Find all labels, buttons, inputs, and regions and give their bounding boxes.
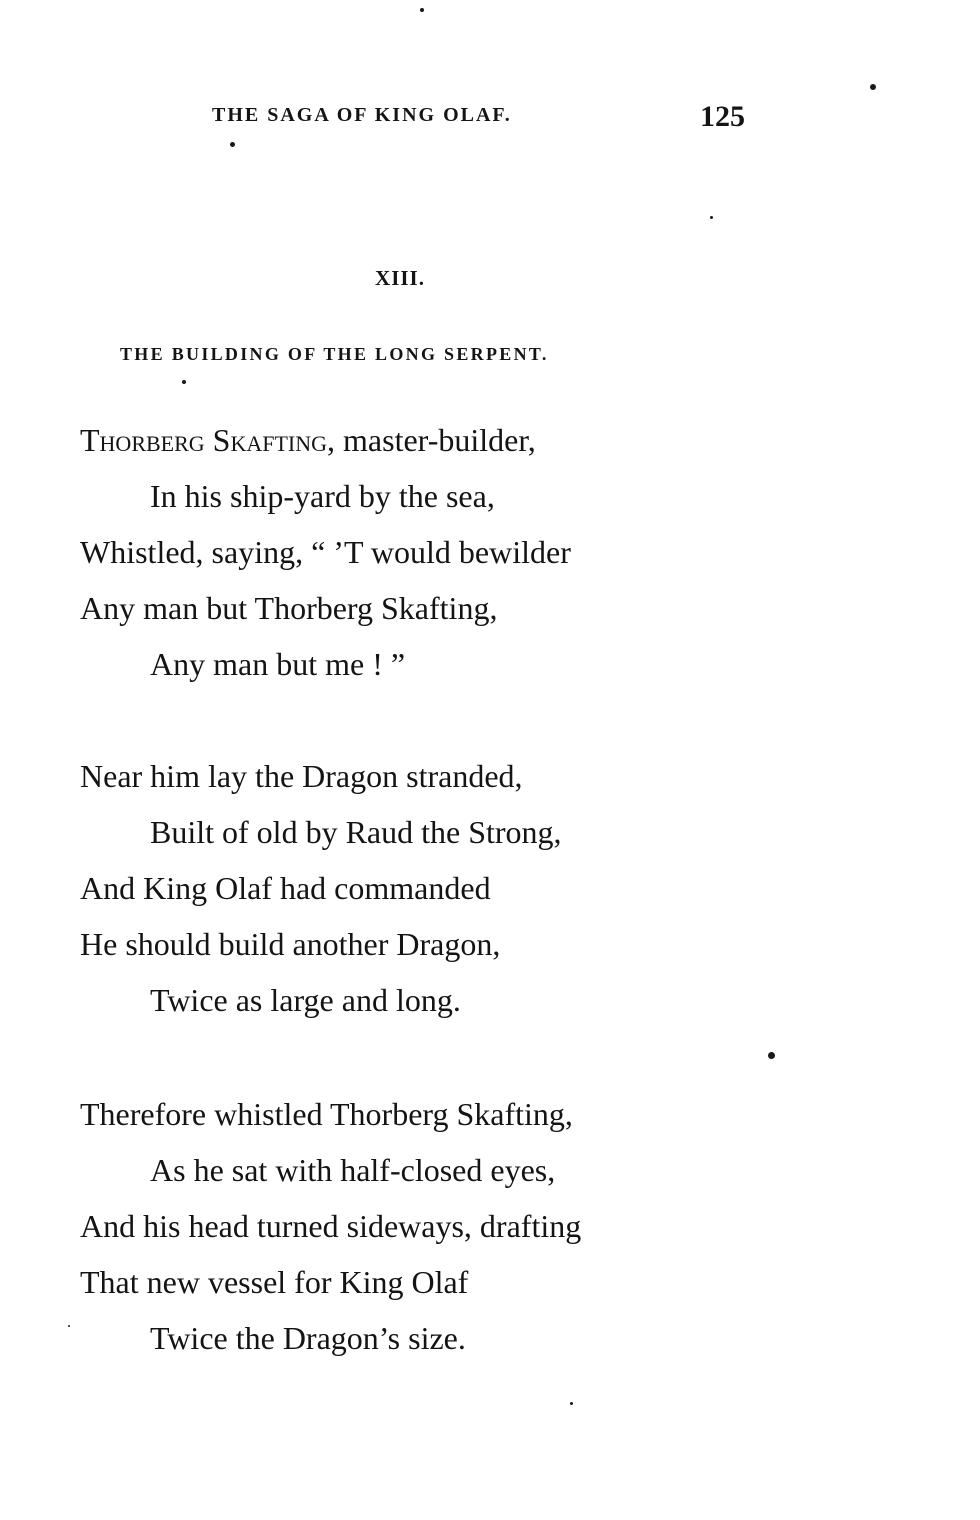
section-number: XIII. <box>375 266 425 290</box>
running-title: THE SAGA OF KING OLAF. <box>212 104 512 126</box>
poem-line: Near him lay the Dragon stranded, <box>80 758 523 794</box>
poem-line: In his ship-yard by the sea, <box>150 478 495 514</box>
poem-line: That new vessel for King Olaf <box>80 1264 469 1300</box>
scan-speck <box>710 216 713 219</box>
scan-speck <box>570 1402 573 1405</box>
poem-line <box>80 424 536 456</box>
poem-line-text: , master-builder, <box>327 422 536 458</box>
poem-line: Any man but me ! ” <box>150 646 406 682</box>
poem-title: THE BUILDING OF THE LONG SERPENT. <box>120 344 549 364</box>
poem-line: As he sat with half-closed eyes, <box>150 1152 556 1188</box>
poem-line: And King Olaf had commanded <box>80 870 491 906</box>
scan-speck <box>230 142 235 147</box>
poem-line: Built of old by Raud the Strong, <box>150 814 562 850</box>
poem-line: And his head turned sideways, drafting <box>80 1208 582 1244</box>
poem-line: Therefore whistled Thorberg Skafting, <box>80 1096 573 1132</box>
poem-line: He should build another Dragon, <box>80 926 501 962</box>
poem-line: Any man but Thorberg Skafting, <box>80 590 498 626</box>
scan-speck <box>68 1325 70 1327</box>
scan-speck <box>420 8 424 12</box>
scan-speck <box>182 380 186 384</box>
poem-line: Whistled, saying, “ ’T would bewilder <box>80 534 571 570</box>
scan-speck <box>768 1052 775 1059</box>
speaker-name: Thorberg Skafting <box>80 422 328 458</box>
poem-line: Twice the Dragon’s size. <box>150 1320 466 1356</box>
poem-line: Twice as large and long. <box>150 982 461 1018</box>
scan-speck <box>870 84 876 90</box>
page-number: 125 <box>700 100 745 133</box>
